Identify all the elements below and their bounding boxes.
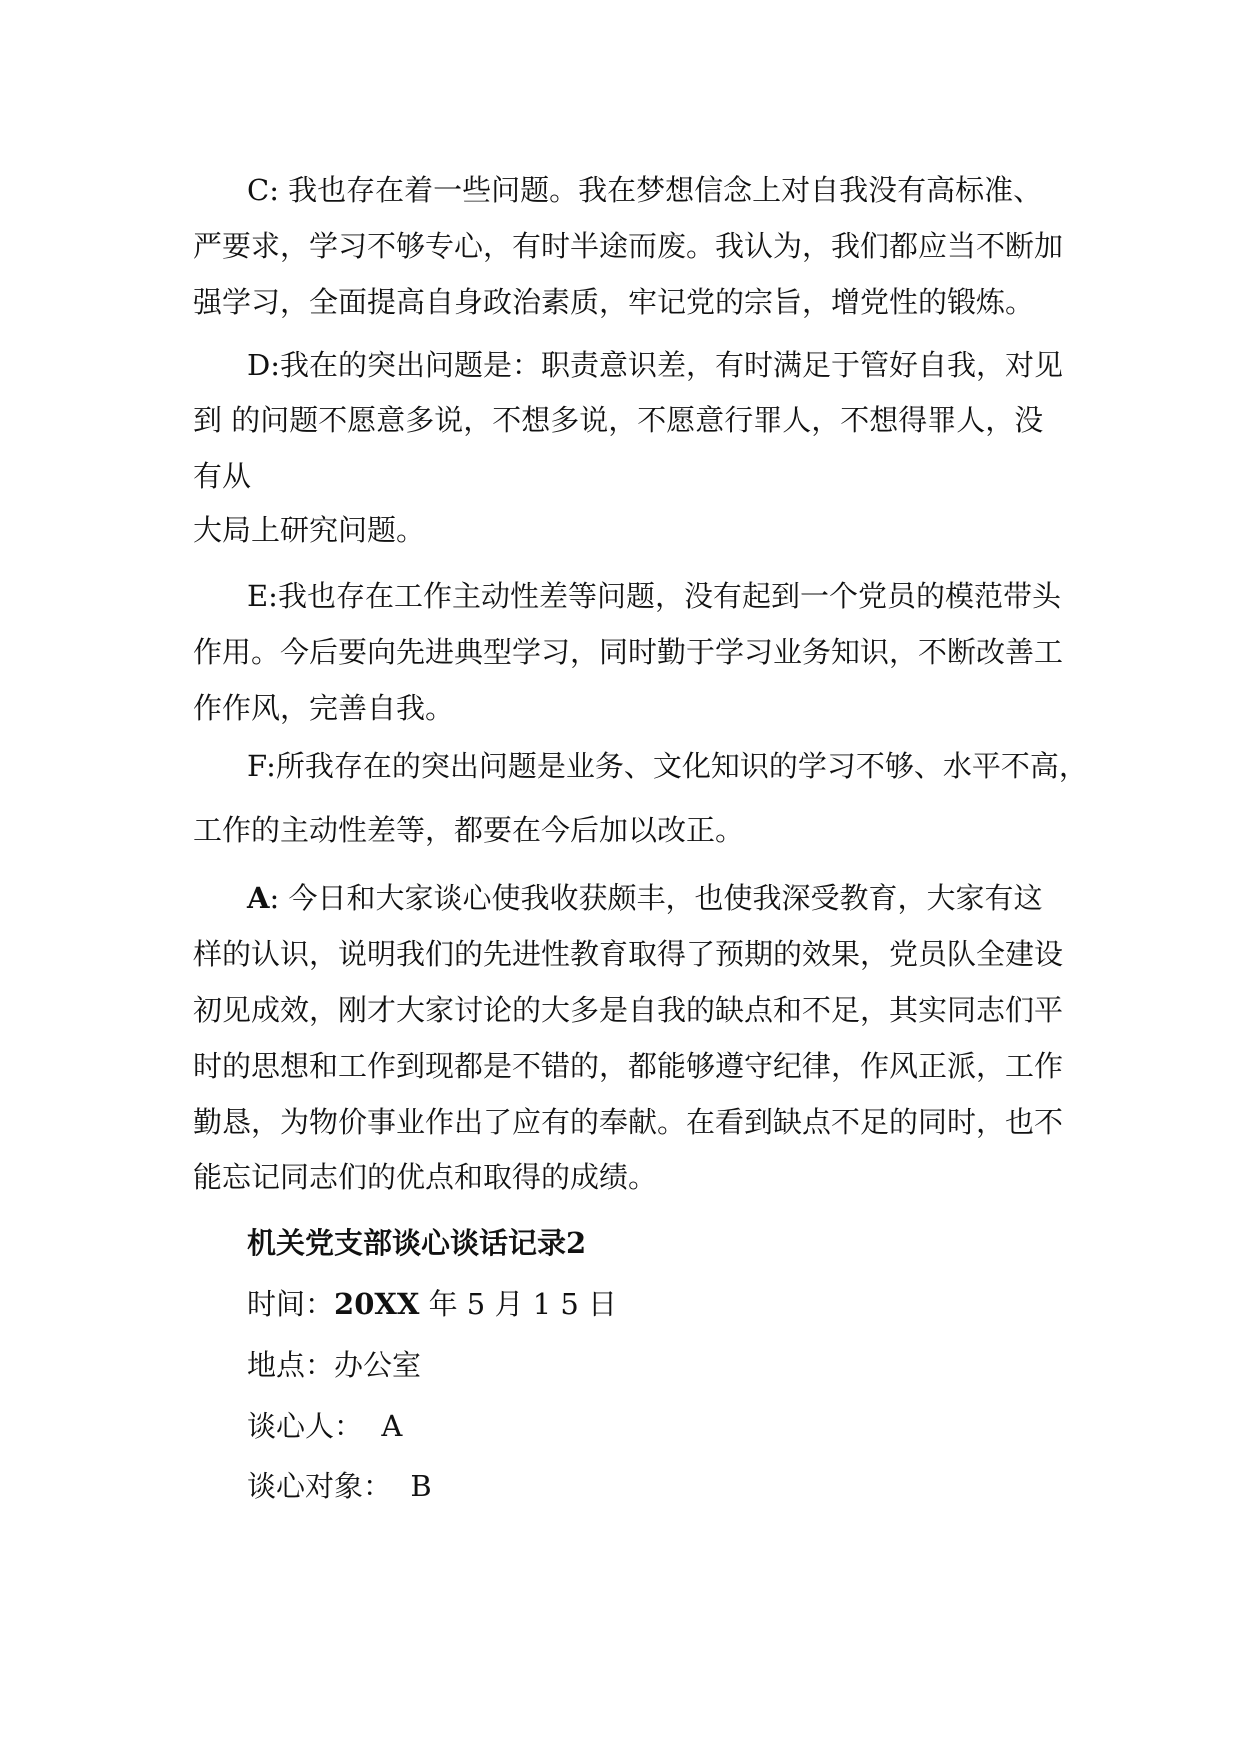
paragraph-c-line-2: 严要求，学习不够专心，有时半途而废。我认为，我们都应当不断加: [193, 229, 1064, 263]
paragraph-a-line-5: 勤恳，为物价事业作出了应有的奉献。在看到缺点不足的同时，也不: [193, 1105, 1064, 1139]
paragraph-f-line-1: F:所我存在的突出问题是业务、文化知识的学习不够、水平不高，: [247, 749, 1088, 783]
record-target: 谈心对象： B: [247, 1469, 432, 1503]
paragraph-a-line-1-text: : 今日和大家谈心使我收获颇丰，也使我深受教育，大家有这: [269, 881, 1043, 915]
paragraph-a-speaker: A: [247, 881, 270, 915]
paragraph-d-line-3: 有从: [193, 459, 252, 493]
paragraph-f-line-2: 工作的主动性差等，都要在今后加以改正。: [193, 813, 745, 847]
paragraph-e-line-2: 作用。今后要向先进典型学习，同时勤于学习业务知识，不断改善工: [193, 635, 1064, 669]
record-time-label: 时间：: [247, 1287, 335, 1321]
record-time: [247, 1285, 617, 1323]
paragraph-c-line-3: 强学习，全面提高自身政治素质，牢记党的宗旨，增党性的锻炼。: [193, 285, 1035, 319]
paragraph-e-line-1: E:我也存在工作主动性差等问题，没有起到一个党员的模范带头: [247, 579, 1061, 613]
record-time-date: 年 5 月 1 5 日: [419, 1287, 618, 1321]
paragraph-d-line-1: D:我在的突出问题是：职责意识差，有时满足于管好自我，对见: [247, 348, 1064, 382]
paragraph-d-line-4: 大局上研究问题。: [193, 513, 426, 547]
paragraph-a-line-6: 能忘记同志们的优点和取得的成绩。: [193, 1160, 658, 1194]
paragraph-c-line-1: C: 我也存在着一些问题。我在梦想信念上对自我没有高标准、: [247, 173, 1043, 207]
paragraph-e-line-3: 作作风，完善自我。: [193, 691, 455, 725]
record-place: 地点：办公室: [247, 1348, 422, 1382]
paragraph-a-line-4: 时的思想和工作到现都是不错的，都能够遵守纪律，作风正派，工作: [193, 1049, 1064, 1083]
record-talker: 谈心人： A: [247, 1409, 403, 1443]
paragraph-a-line-2: 样的认识，说明我们的先进性教育取得了预期的效果，党员队全建设: [193, 937, 1064, 971]
record-title: 机关党支部谈心谈话记录2: [247, 1226, 587, 1260]
paragraph-a-line-3: 初见成效，刚才大家讨论的大多是自我的缺点和不足，其实同志们平: [193, 993, 1064, 1027]
paragraph-a-line-1: [247, 879, 1043, 917]
paragraph-d-line-2: 到 的问题不愿意多说，不想多说，不愿意行罪人，不想得罪人，没: [193, 403, 1044, 437]
record-time-year: 20XX: [334, 1287, 420, 1321]
